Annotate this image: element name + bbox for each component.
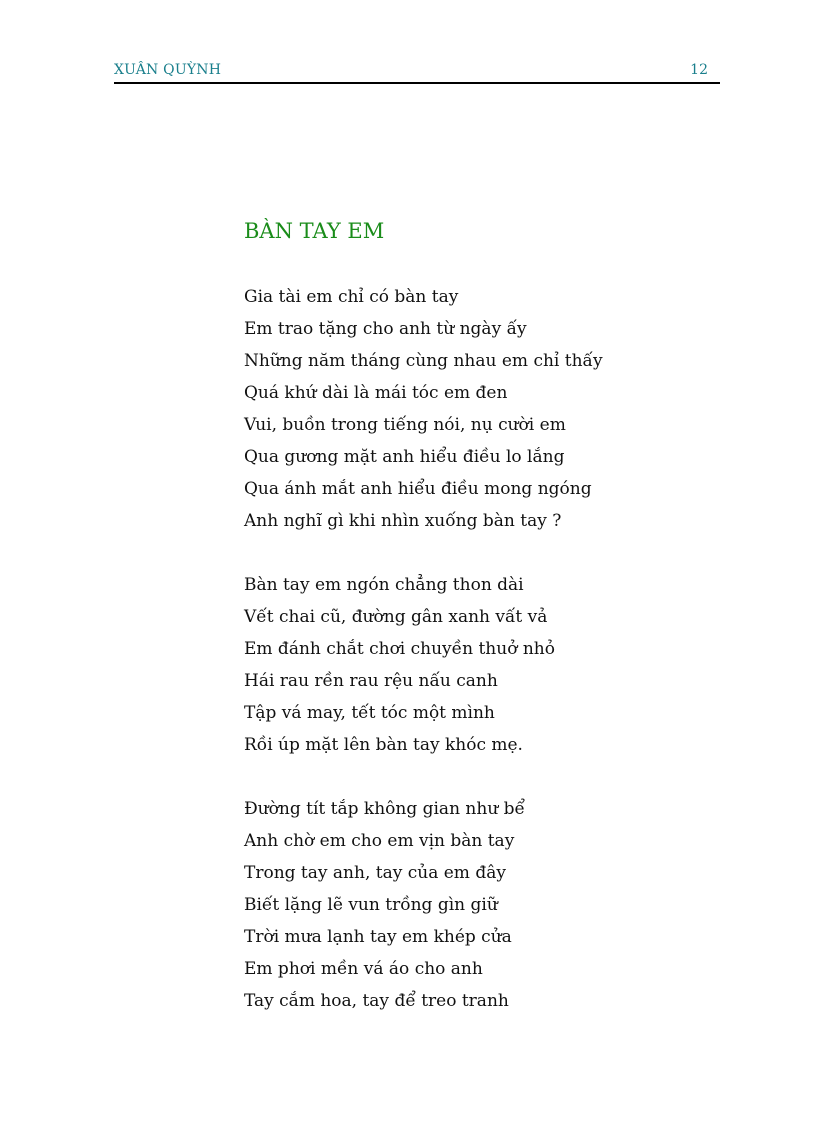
poem-line: Quá khứ dài là mái tóc em đen: [244, 383, 508, 403]
poem-line: Rồi úp mặt lên bàn tay khóc mẹ.: [244, 735, 523, 755]
poem-body: [244, 284, 603, 1052]
poem-line: Biết lặng lẽ vun trồng gìn giữ: [244, 895, 498, 915]
poem-line: Đường tít tắp không gian như bể: [244, 799, 526, 819]
poem-line: Vết chai cũ, đường gân xanh vất vả: [244, 607, 548, 627]
poem-line: Qua gương mặt anh hiểu điều lo lắng: [244, 447, 565, 467]
stanza-2: [244, 572, 603, 764]
poem-line: Vui, buồn trong tiếng nói, nụ cười em: [244, 415, 566, 435]
page-header: [114, 60, 720, 82]
header-divider: [114, 82, 720, 84]
running-head-author: XUÂN QUỲNH: [114, 62, 222, 78]
poem-line: Em trao tặng cho anh từ ngày ấy: [244, 319, 527, 339]
poem-line: Qua ánh mắt anh hiểu điều mong ngóng: [244, 479, 592, 499]
poem-line: Những năm tháng cùng nhau em chỉ thấy: [244, 351, 603, 371]
poem-title: BÀN TAY EM: [244, 219, 385, 243]
page-number: 12: [690, 62, 708, 78]
poem-line: Em đánh chắt chơi chuyền thuở nhỏ: [244, 639, 555, 659]
poem-line: Hái rau rền rau rệu nấu canh: [244, 671, 498, 691]
poem-line: Tập vá may, tết tóc một mình: [244, 703, 495, 723]
poem-line: Tay cắm hoa, tay để treo tranh: [244, 991, 509, 1011]
poem-line: Trời mưa lạnh tay em khép cửa: [244, 927, 512, 947]
poem-line: Anh chờ em cho em vịn bàn tay: [244, 831, 515, 851]
stanza-3: [244, 796, 603, 1020]
poem-line: Bàn tay em ngón chẳng thon dài: [244, 575, 524, 595]
poem-line: Gia tài em chỉ có bàn tay: [244, 287, 459, 307]
poem-line: Trong tay anh, tay của em đây: [244, 863, 506, 883]
stanza-1: [244, 284, 603, 540]
poem-line: Anh nghĩ gì khi nhìn xuống bàn tay ?: [244, 511, 562, 531]
poem-line: Em phơi mền vá áo cho anh: [244, 959, 483, 979]
